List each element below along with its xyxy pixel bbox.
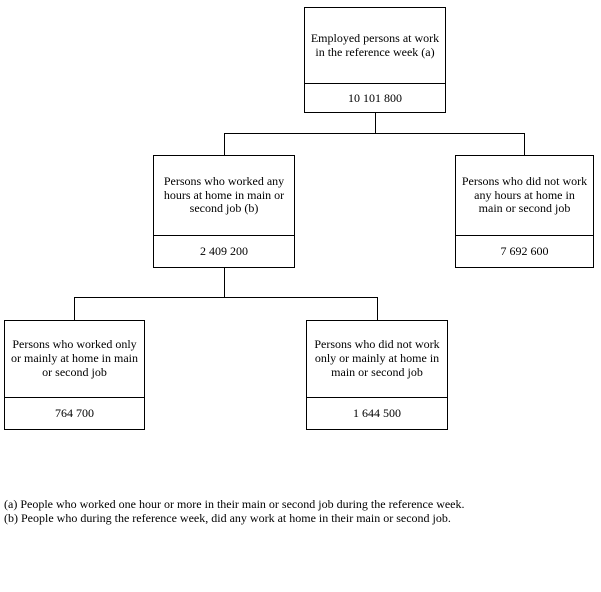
- node-worked-any-hours-at-home: [153, 155, 295, 268]
- node-worked-any-hours-at-home-value: 2 409 200: [154, 235, 294, 267]
- node-worked-only-or-mainly-at-home: [4, 320, 145, 430]
- node-worked-any-hours-at-home-label: Persons who worked any hours at home in main or second job (b): [163, 173, 285, 216]
- node-worked-only-or-mainly-at-home-label: Persons who worked only or mainly at home in main or second job: [11, 337, 138, 379]
- node-employed-persons-label: Employed persons at work in the reference week (a): [310, 30, 440, 59]
- node-employed-persons-value: 10 101 800: [305, 83, 445, 112]
- footnote-a: (a) People who worked one hour or more in their main or second job during the reference week.: [4, 497, 465, 511]
- node-did-not-work-only-or-mainly-at-home-label: Persons who did not work only or mainly at home in main or second job: [314, 337, 440, 379]
- node-did-not-work-only-or-mainly-at-home-value: 1 644 500: [307, 397, 447, 429]
- connector-level3-crossbar: [74, 297, 378, 298]
- node-worked-only-or-mainly-at-home-value: 764 700: [5, 397, 144, 429]
- connector-level2-right-drop: [524, 133, 525, 155]
- connector-level2-left-drop: [224, 133, 225, 155]
- connector-worked-at-home-stem: [224, 268, 225, 298]
- node-employed-persons: [304, 7, 446, 113]
- connector-root-stem: [375, 113, 376, 134]
- node-did-not-work-any-hours-at-home-value: 7 692 600: [456, 235, 593, 267]
- footnotes: [4, 497, 465, 525]
- node-did-not-work-any-hours-at-home: [455, 155, 594, 268]
- footnote-b: (b) People who during the reference week, did any work at home in their main or second job.: [4, 511, 451, 525]
- connector-level3-left-drop: [74, 297, 75, 320]
- node-did-not-work-only-or-mainly-at-home: [306, 320, 448, 430]
- connector-level3-right-drop: [377, 297, 378, 320]
- connector-level2-crossbar: [224, 133, 525, 134]
- node-did-not-work-any-hours-at-home-label: Persons who did not work any hours at home in main or second job: [461, 173, 588, 216]
